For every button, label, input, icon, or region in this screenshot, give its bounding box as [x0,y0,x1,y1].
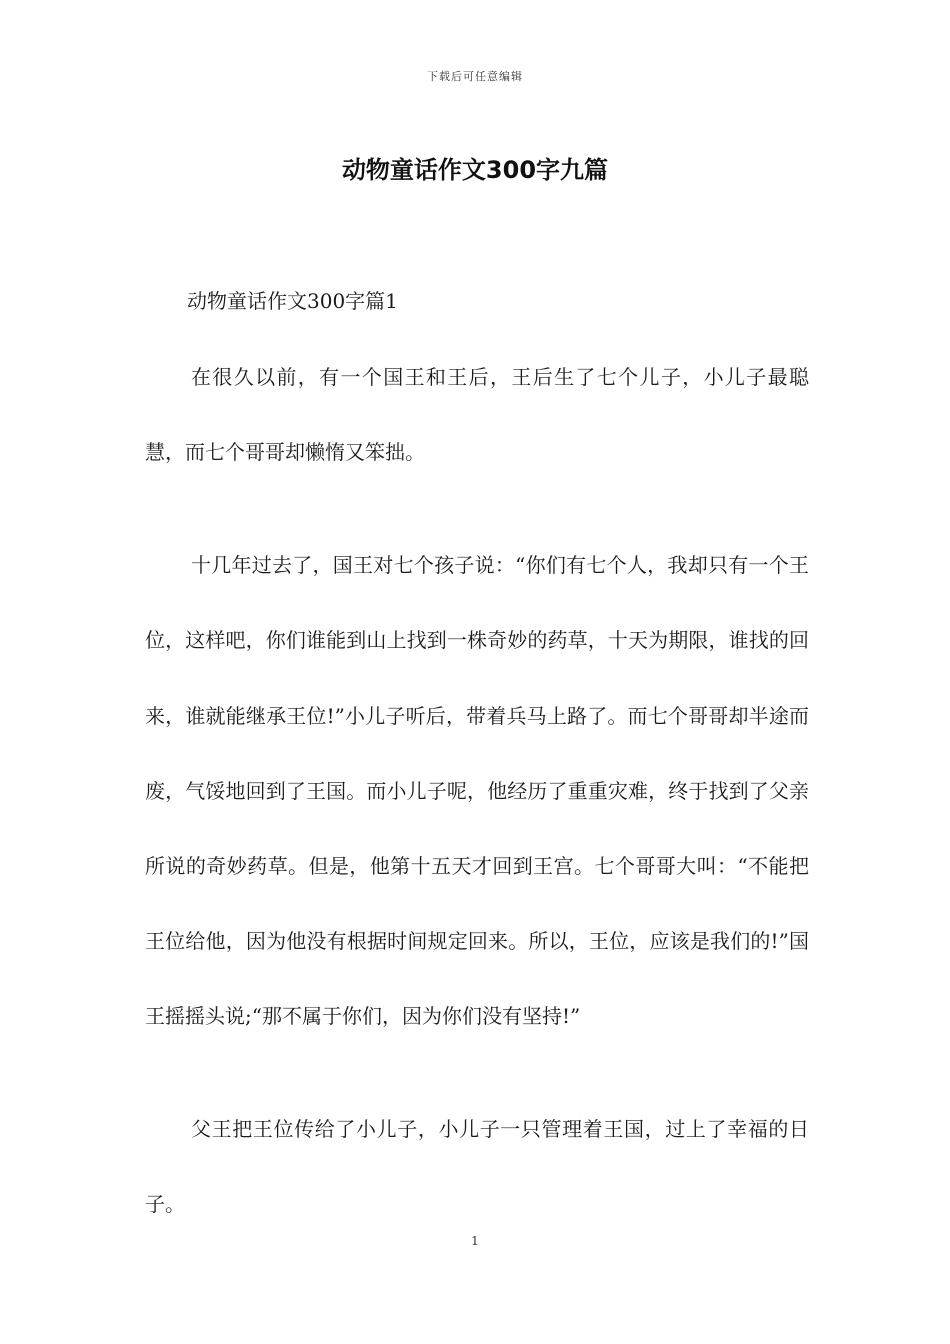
paragraph-3: 父王把王位传给了小儿子，小儿子一只管理着王国，过上了幸福的日子。 [145,1117,809,1217]
document-title: 动物童话作文300字九篇 [341,156,609,184]
section-heading: 动物童话作文300字篇1 [187,289,398,313]
page-number: 1 [471,1234,479,1248]
paragraph-2: 十几年过去了，国王对七个孩子说：“你们有七个人，我却只有一个王位，这样吧，你们谁能到山上找到一株奇妙的药草，十天为期限，谁找的回来，谁就能继承王位!”小儿子听后，带着兵马上路了。而七个哥哥却半途而废，气馁地回到了王国。而小儿子呢，他经历了重重灾难，终于找到了父亲所说的奇妙药草。但是，他第十五天才回到王宫。七个哥哥大叫：“不能把王位给他，因为他没有根据时间规定回来。所以，王位，应该是我们的!”国王摇摇头说;“那不属于你们，因为你们没有坚持!” [145,553,809,1029]
document-body [145,283,809,1280]
paragraph-1: 在很久以前，有一个国王和王后，王后生了七个儿子，小儿子最聪慧，而七个哥哥却懒惰又笨拙。 [145,365,809,465]
header-note: 下载后可任意编辑 [427,70,523,83]
